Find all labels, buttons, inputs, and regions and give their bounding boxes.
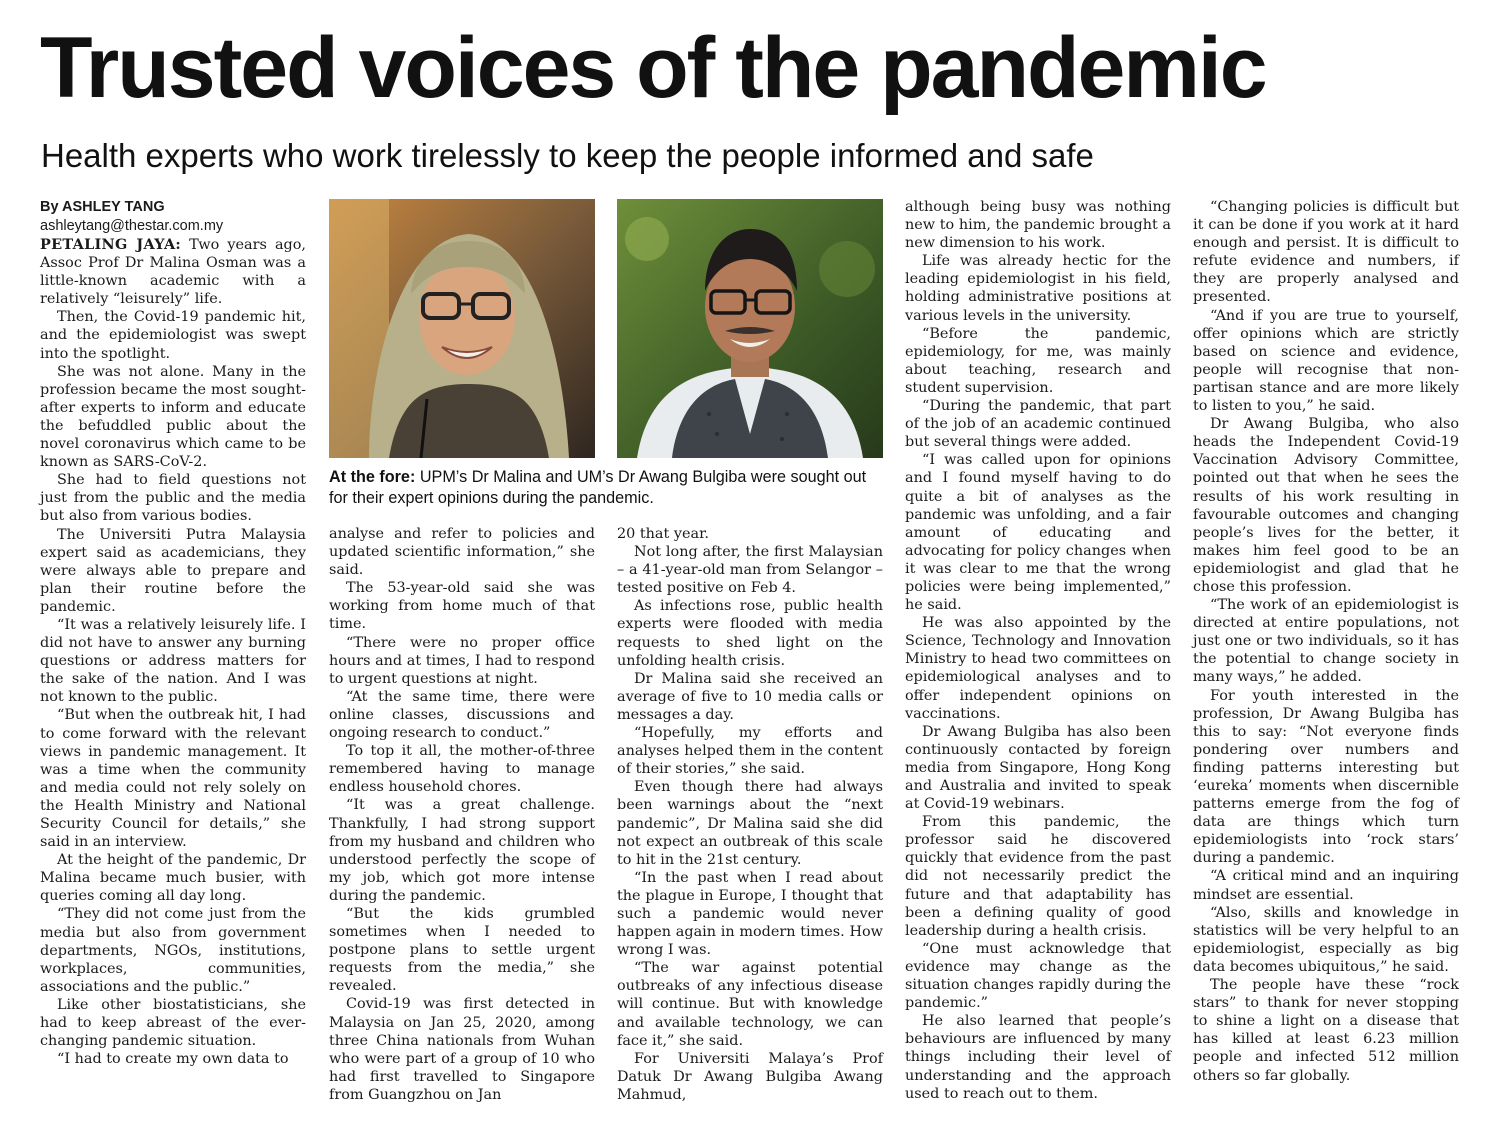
paragraph: To top it all, the mother-of-three remembered having to manage endless household chores.: [329, 743, 595, 796]
paragraph: Even though there had always been warnings about the “next pandemic”, Dr Malina said she did not expect an outbreak of this scale to hit in the 21st century.: [617, 779, 883, 868]
caption-text: UPM’s Dr Malina and UM’s Dr Awang Bulgiba were sought out for their expert opinions during the pandemic.: [329, 468, 867, 507]
paragraph: analyse and refer to policies and updated scientific information,” she said.: [329, 526, 595, 579]
paragraph: Like other biostatisticians, she had to keep abreast of the ever-changing pandemic situation.: [40, 996, 306, 1050]
article-column-3: [617, 525, 883, 1104]
photo-dr-awang-bulgiba: [617, 199, 883, 458]
paragraph: At the height of the pandemic, Dr Malina became much busier, with queries coming all day long.: [40, 852, 306, 905]
paragraph: “The war against potential outbreaks of any infectious disease will continue. But with knowledge and available technology, we can face it,” she said.: [617, 960, 883, 1049]
article-column-5: [1193, 198, 1459, 1085]
paragraph: “I was called upon for opinions and I found myself having to do quite a bit of analyses as the pandemic was unfolding, and a fair amount of educating and advocating for policy changes when it was clear to me that the wrong policies were being implemented,” he said.: [905, 452, 1171, 614]
paragraph: [40, 236, 306, 308]
paragraph: The people have these “rock stars” to thank for never stopping to shine a light on a disease that has killed at least 6.23 million people and infected 512 million others so far globally.: [1193, 977, 1459, 1084]
photo-woman-image: [329, 199, 595, 458]
paragraph: She was not alone. Many in the profession became the most sought-after experts to inform and educate the befuddled public about the novel coronavirus which came to be known as SARS-CoV-2.: [40, 363, 306, 471]
paragraph: As infections rose, public health experts were flooded with media requests to shed light on the unfolding health crisis.: [617, 598, 883, 669]
paragraph: “The work of an epidemiologist is directed at entire populations, not just one or two individuals, so it has the potential to change society in many ways,” he added.: [1193, 597, 1459, 686]
paragraph: Then, the Covid-19 pandemic hit, and the epidemiologist was swept into the spotlight.: [40, 309, 306, 362]
article-column-1: [40, 198, 306, 1068]
photo-dr-malina: [329, 199, 595, 458]
paragraph: “But when the outbreak hit, I had to come forward with the relevant views in pandemic management. It was a time when the community and media could not rely solely on the Health Ministry and National Security Council for details,” she said in an interview.: [40, 707, 306, 851]
paragraph: “It was a relatively leisurely life. I did not have to answer any burning questions or address matters for the sake of the nation. And I was not known to the public.: [40, 616, 306, 706]
paragraph: He was also appointed by the Science, Technology and Innovation Ministry to head two committees on epidemiological analyses and to offer independent opinions on vaccinations.: [905, 615, 1171, 722]
paragraph: The Universiti Putra Malaysia expert said as academicians, they were always able to prepare and plan their routine before the pandemic.: [40, 526, 306, 615]
subheadline: Health experts who work tirelessly to keep the people informed and safe: [41, 137, 1094, 174]
paragraph: The 53-year-old said she was working from home much of that time.: [329, 580, 595, 633]
paragraph: Dr Malina said she received an average of five to 10 media calls or messages a day.: [617, 670, 883, 723]
paragraph: For Universiti Malaya’s Prof Datuk Dr Awang Bulgiba Awang Mahmud,: [617, 1050, 883, 1103]
paragraph-text: Two years ago, Assoc Prof Dr Malina Osman was a little-known academic with a relatively “leisurely” life.: [40, 237, 307, 308]
dateline: PETALING JAYA:: [40, 236, 182, 253]
paragraph: “Changing policies is difficult but it can be done if you work at it hard enough and persist. It is difficult to refute evidence and numbers, if they are properly analysed and presented.: [1193, 199, 1459, 306]
paragraph: “In the past when I read about the plague in Europe, I thought that such a pandemic would never happen again in modern times. How wrong I was.: [617, 869, 883, 959]
byline: By ASHLEY TANG: [40, 199, 165, 215]
paragraph: Not long after, the first Malaysian – a 41-year-old man from Selangor – tested positive on Feb 4.: [617, 544, 883, 597]
paragraph: “I had to create my own data to: [57, 1051, 289, 1068]
author-email: ashleytang@thestar.com.my: [40, 218, 224, 234]
paragraph: Life was already hectic for the leading epidemiologist in his field, holding administrative positions at various levels in the university.: [905, 253, 1171, 324]
article-column-4: [905, 198, 1171, 1103]
paragraph: He also learned that people’s behaviours are influenced by many things including their level of understanding and the approach used to reach out to them.: [905, 1013, 1171, 1102]
paragraph: “They did not come just from the media but also from government departments, NGOs, institutions, workplaces, communities, associations and the public.”: [40, 906, 306, 995]
paragraph: “A critical mind and an inquiring mindset are essential.: [1193, 868, 1459, 903]
paragraph: “But the kids grumbled sometimes when I needed to postpone plans to settle urgent requests from the media,” she revealed.: [329, 905, 595, 995]
paragraph: Covid-19 was first detected in Malaysia on Jan 25, 2020, among three China nationals from Wuhan who were part of a group of 10 who had first travelled to Singapore from Guangzhou on Jan: [329, 996, 595, 1103]
paragraph: “During the pandemic, that part of the job of an academic continued but several things were added.: [905, 398, 1171, 451]
paragraph: “Hopefully, my efforts and analyses helped them in the content of their stories,” she said.: [617, 725, 883, 778]
paragraph: Dr Awang Bulgiba, who also heads the Independent Covid-19 Vaccination Advisory Committee, pointed out that when he sees the results of his work resulting in favourable outcomes and changing people’s lives for the better, it makes him feel good to be an epidemiologist and glad that he chose this profession.: [1193, 416, 1459, 595]
article-column-2: [329, 525, 595, 1104]
paragraph: “And if you are true to yourself, offer opinions which are strictly based on science and evidence, people will recognise that non-partisan stance and are more likely to listen to you,” he said.: [1193, 307, 1459, 415]
paragraph: “There were no proper office hours and at times, I had to respond to urgent questions at night.: [329, 634, 595, 687]
paragraph: “It was a great challenge. Thankfully, I had strong support from my husband and children who understood perfectly the scope of my job, which got more intense during the pandemic.: [329, 797, 595, 904]
paragraph: although being busy was nothing new to him, the pandemic brought a new dimension to his work.: [905, 199, 1171, 252]
paragraph: She had to field questions not just from the public and the media but also from various bodies.: [40, 472, 306, 525]
paragraph: “Also, skills and knowledge in statistics will be very helpful to an epidemiologist, especially as big data becomes ubiquitous,” he said.: [1193, 904, 1459, 975]
paragraph: “At the same time, there were online classes, discussions and ongoing research to conduct.”: [329, 688, 595, 742]
paragraph: From this pandemic, the professor said he discovered quickly that evidence from the past did not necessarily predict the future and that adaptability has been a defining quality of good leadership during a health crisis.: [905, 814, 1171, 939]
paragraph: “Before the pandemic, epidemiology, for me, was mainly about teaching, research and student supervision.: [905, 325, 1171, 396]
paragraph: “One must acknowledge that evidence may change as the situation changes rapidly during the pandemic.”: [905, 940, 1171, 1012]
caption-lead: At the fore:: [329, 468, 416, 486]
headline: Trusted voices of the pandemic: [40, 20, 1266, 116]
paragraph: For youth interested in the profession, Dr Awang Bulgiba has this to say: “Not everyone finds pondering over numbers and finding patterns interesting but ‘eureka’ moments when discernible patterns emerge from the fog of data are things which turn epidemiologists into ‘rock stars’ during a pandemic.: [1193, 687, 1459, 867]
paragraph: 20 that year.: [617, 526, 709, 542]
paragraph: Dr Awang Bulgiba has also been continuously contacted by foreign media from Singapore, Hong Kong and Australia and invited to speak at Covid-19 webinars.: [905, 723, 1171, 813]
photo-man-image: [617, 199, 883, 458]
photo-caption: [329, 467, 885, 509]
